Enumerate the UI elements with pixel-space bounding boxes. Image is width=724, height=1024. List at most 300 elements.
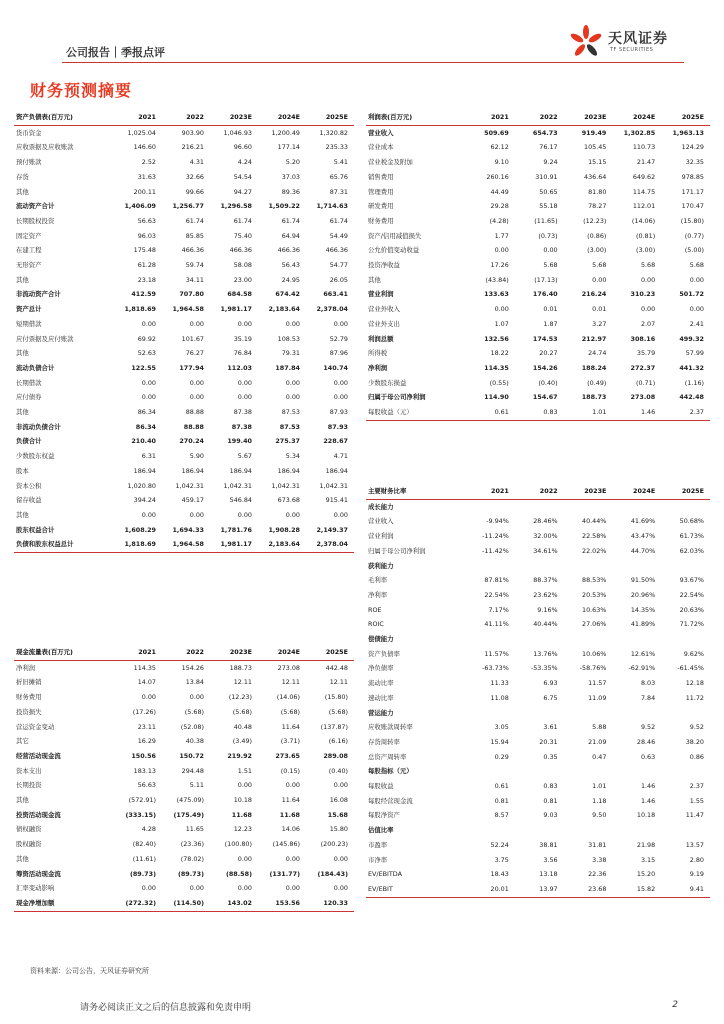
cell-value: 87.31: [329, 187, 348, 196]
cell-value: (175.49): [173, 810, 204, 819]
cell-value: 442.48: [325, 663, 348, 672]
cell-value: (0.40): [538, 378, 558, 387]
cell-value: 9.62%: [683, 649, 704, 658]
cell-value: 0.00: [237, 378, 252, 387]
cell-value: 441.32: [679, 363, 704, 372]
row-label: 固定资产: [16, 231, 42, 240]
row-label: 利润总额: [368, 334, 394, 343]
year-header: 2023E: [210, 110, 258, 125]
table-row: [366, 603, 710, 618]
table-row: [14, 464, 354, 479]
cell-value: 5.90: [189, 452, 204, 461]
cell-value: 978.85: [681, 172, 704, 181]
cell-value: 153.56: [258, 896, 306, 911]
cell-value: (0.15): [280, 766, 300, 775]
table-row: [366, 170, 710, 185]
table-row: [366, 346, 710, 361]
cell-value: [661, 632, 710, 647]
table-row: [14, 720, 354, 735]
cell-value: 32.66: [185, 172, 204, 181]
row-label: 净利润: [368, 363, 388, 372]
cell-value: [466, 764, 515, 779]
cell-value: (6.16): [328, 737, 348, 746]
cell-value: 0.00: [141, 319, 156, 328]
cell-value: 57.99: [685, 349, 704, 358]
cell-value: 11.09: [588, 693, 607, 702]
cell-value: (3.49): [232, 737, 252, 746]
cell-value: (3.00): [587, 246, 607, 255]
cell-value: 0.00: [189, 693, 204, 702]
cell-value: (1.16): [684, 378, 704, 387]
cell-value: 9.41: [661, 882, 710, 897]
cell-value: 1,042.31: [223, 481, 252, 490]
cell-value: 15.82: [612, 882, 661, 897]
cell-value: 186.94: [325, 466, 348, 475]
cell-value: (0.71): [635, 378, 656, 387]
cell-value: 14.35%: [630, 605, 656, 614]
cell-value: 0.47: [592, 752, 607, 761]
cell-value: 6.93: [543, 679, 558, 688]
cell-value: [612, 499, 661, 514]
cell-value: [661, 823, 710, 838]
table-row: [366, 214, 710, 229]
cell-value: 79.31: [281, 349, 300, 358]
row-label: 每股收益: [368, 782, 394, 791]
cell-value: 2,378.04: [306, 537, 354, 552]
year-header: 2021: [114, 645, 162, 660]
cell-value: 0.00: [285, 319, 300, 328]
row-label: 财务费用: [16, 693, 42, 702]
cell-value: 43.47%: [630, 532, 656, 541]
cell-value: -62.91%: [628, 664, 656, 673]
cell-value: 41.69%: [630, 517, 656, 526]
cell-value: 16.29: [137, 737, 156, 746]
cell-value: 0.00: [189, 319, 204, 328]
cell-value: (114.50): [162, 896, 210, 911]
table-row: [14, 675, 354, 690]
table-body: [366, 499, 710, 897]
cell-value: (89.73): [177, 869, 204, 878]
cell-value: 69.92: [137, 334, 156, 343]
row-label: 其他: [368, 275, 381, 284]
cell-value: 0.00: [494, 246, 509, 255]
cell-value: 120.33: [306, 896, 354, 911]
cell-value: 12.11: [281, 678, 300, 687]
table-row: [366, 867, 710, 882]
cell-value: 114.90: [484, 393, 509, 402]
cell-value: (11.61): [132, 854, 156, 863]
cell-value: 9.24: [543, 158, 558, 167]
cell-value: 52.24: [490, 840, 509, 849]
row-label: 其他: [16, 408, 29, 417]
table-row: [366, 735, 710, 750]
table-row: [366, 647, 710, 662]
cell-value: 38.81: [539, 840, 558, 849]
logo-subtitle: TF SECURITIES: [610, 47, 654, 53]
cell-value: 188.73: [581, 393, 607, 402]
cell-value: (0.49): [587, 378, 607, 387]
row-label: 债权融资: [16, 825, 42, 834]
cell-value: 108.53: [277, 334, 300, 343]
cell-value: 20.53%: [582, 590, 607, 599]
cell-value: 1,025.04: [127, 128, 156, 137]
cell-value: 12.61%: [630, 649, 656, 658]
year-header: 2025E: [661, 484, 710, 499]
row-label: 应收账款周转率: [368, 723, 413, 732]
cell-value: 0.01: [592, 305, 607, 314]
cell-value: 310.23: [630, 290, 656, 299]
table-row: [14, 705, 354, 720]
cell-value: 183.13: [133, 766, 156, 775]
cell-value: 0.00: [237, 781, 252, 790]
cell-value: 0.00: [285, 393, 300, 402]
cell-value: 3.05: [494, 723, 509, 732]
table-row: [366, 243, 710, 258]
row-label: 销售费用: [368, 172, 394, 181]
cell-value: 96.03: [137, 231, 156, 240]
cell-value: 20.96%: [630, 590, 656, 599]
cell-value: 0.61: [466, 405, 515, 420]
row-label: 归属于母公司净利润: [368, 393, 426, 402]
year-header: 2022: [515, 484, 564, 499]
row-label: 预付账款: [16, 158, 42, 167]
table-title: 主要财务比率: [366, 484, 466, 499]
cell-value: 24.95: [281, 275, 300, 284]
row-label: 短期借款: [16, 319, 42, 328]
cell-value: 50.65: [539, 187, 558, 196]
table-row: [366, 405, 710, 420]
table-row: [366, 499, 710, 514]
row-label: 净利率: [368, 590, 388, 599]
cell-value: 308.16: [630, 334, 656, 343]
row-label: 少数股东损益: [368, 378, 407, 387]
cell-value: 1.07: [494, 319, 509, 328]
cell-value: 1,042.31: [319, 481, 348, 490]
table-row: [366, 779, 710, 794]
table-title: 现金流量表(百万元): [14, 645, 114, 660]
cell-value: [564, 823, 613, 838]
cell-value: 71.72%: [679, 620, 704, 629]
year-header: 2021: [466, 110, 515, 125]
cell-value: 13.97: [515, 882, 564, 897]
cell-value: 61.28: [137, 261, 156, 270]
cell-value: 32.00%: [533, 532, 558, 541]
row-label: 营业收入: [368, 128, 394, 137]
cell-value: 310.91: [535, 172, 558, 181]
cell-value: 466.36: [277, 246, 300, 255]
cell-value: 4.28: [141, 825, 156, 834]
cell-value: 466.36: [229, 246, 252, 255]
table-body: [14, 125, 354, 552]
cell-value: [661, 706, 710, 721]
cell-value: 0.00: [640, 275, 656, 284]
cell-value: 0.00: [237, 884, 252, 893]
cell-value: 13.84: [185, 678, 204, 687]
table-row: [366, 676, 710, 691]
cell-value: 59.74: [185, 261, 204, 270]
cell-value: [661, 499, 710, 514]
row-label: 净负债率: [368, 664, 394, 673]
row-label: 股权融资: [16, 840, 42, 849]
cell-value: 1.46: [612, 405, 661, 420]
cell-value: 0.00: [189, 393, 204, 402]
row-label: 筹资活动现金流: [16, 869, 61, 878]
table-row: [14, 273, 354, 288]
cell-value: 186.94: [229, 466, 252, 475]
cell-value: 11.68: [279, 810, 300, 819]
financial-ratios-table: [366, 484, 710, 898]
cell-value: 20.27: [539, 349, 558, 358]
cell-value: 0.00: [285, 884, 300, 893]
table-row: [366, 155, 710, 170]
table-row: [366, 185, 710, 200]
table-row: [14, 660, 354, 675]
cell-value: 7.17%: [488, 605, 509, 614]
cell-value: 150.72: [179, 751, 204, 760]
cell-value: 0.00: [333, 884, 348, 893]
cell-value: [515, 764, 564, 779]
cell-value: 140.74: [323, 363, 348, 372]
cell-value: [612, 823, 661, 838]
table-row: [366, 588, 710, 603]
row-label: 非流动资产合计: [16, 290, 61, 299]
cell-value: 23.18: [137, 275, 156, 284]
cell-value: 133.63: [484, 290, 509, 299]
table-row: [366, 823, 710, 838]
cell-value: 78.27: [588, 202, 607, 211]
cell-value: 5.68: [543, 261, 558, 270]
table-row: [366, 882, 710, 897]
table-row: [14, 867, 354, 882]
table-row: [14, 140, 354, 155]
row-label: 折旧摊销: [16, 678, 42, 687]
row-label: 研发费用: [368, 202, 394, 211]
table-row: [366, 853, 710, 868]
cell-value: 87.93: [329, 408, 348, 417]
cell-value: 9.10: [494, 158, 509, 167]
cell-value: 1.01: [592, 782, 607, 791]
cell-value: [612, 764, 661, 779]
cell-value: 34.11: [185, 275, 204, 284]
cell-value: 35.79: [636, 349, 656, 358]
cell-value: [515, 499, 564, 514]
cell-value: 114.75: [632, 187, 656, 196]
row-label: 流动资产合计: [16, 202, 55, 211]
cell-value: (137.87): [320, 722, 348, 731]
cell-value: 1,981.17: [210, 537, 258, 552]
cell-value: 91.50%: [630, 576, 656, 585]
table-row: [14, 749, 354, 764]
cell-value: 12.11: [233, 678, 252, 687]
cell-value: 260.16: [486, 172, 509, 181]
row-label: 归属于母公司净利润: [368, 546, 426, 555]
cell-value: 1.51: [237, 766, 252, 775]
cell-value: 99.66: [185, 187, 204, 196]
cell-value: 1.01: [564, 405, 613, 420]
cell-value: 10.06%: [582, 649, 607, 658]
cell-value: 412.59: [131, 290, 156, 299]
cell-value: 40.38: [185, 737, 204, 746]
cell-value: 1.18: [592, 796, 607, 805]
cell-value: [515, 559, 564, 574]
cell-value: 2,183.64: [258, 537, 306, 552]
row-label: 资产/信用减值损失: [368, 231, 422, 240]
cell-value: 0.35: [543, 752, 558, 761]
row-label: 总资产周转率: [368, 752, 407, 761]
cell-value: [564, 559, 613, 574]
cell-value: 18.22: [490, 349, 509, 358]
row-label: 资产总计: [16, 305, 42, 314]
year-header: 2024E: [258, 110, 306, 125]
cell-value: 88.88: [183, 422, 204, 431]
balance-sheet-table: [14, 110, 354, 553]
cell-value: 0.00: [592, 275, 607, 284]
cell-value: (5.68): [184, 707, 204, 716]
cell-value: 0.00: [189, 378, 204, 387]
cell-value: 2.37: [689, 782, 704, 791]
cell-value: 27.06%: [582, 620, 607, 629]
cell-value: 56.63: [137, 781, 156, 790]
cell-value: 903.90: [181, 128, 204, 137]
row-label: 应收票据及应收账款: [16, 143, 74, 152]
row-label: 投资损失: [16, 707, 42, 716]
cell-value: 442.48: [679, 393, 704, 402]
cell-value: 0.81: [494, 796, 509, 805]
table-row: [366, 764, 710, 779]
cell-value: -53.35%: [530, 664, 558, 673]
cell-value: 174.53: [532, 334, 558, 343]
cash-flow-table: [14, 645, 354, 912]
cell-value: (184.43): [317, 869, 348, 878]
cell-value: 5.34: [285, 452, 300, 461]
cell-value: 132.56: [484, 334, 509, 343]
row-label: 偿债能力: [368, 635, 394, 644]
table-row: [14, 881, 354, 896]
table-row: [14, 690, 354, 705]
cell-value: 114.35: [133, 663, 156, 672]
table-row: [14, 734, 354, 749]
cell-value: [564, 499, 613, 514]
cell-value: 5.67: [237, 452, 252, 461]
cell-value: 13.76%: [533, 649, 558, 658]
year-header: 2025E: [306, 645, 354, 660]
cell-value: (5.68): [232, 707, 252, 716]
cell-value: [515, 823, 564, 838]
cell-value: 86.34: [135, 422, 156, 431]
row-label: 流动比率: [368, 679, 394, 688]
year-header: 2022: [162, 110, 210, 125]
cell-value: 0.01: [543, 305, 558, 314]
cell-value: 81.80: [588, 187, 607, 196]
cell-value: 4.24: [237, 158, 252, 167]
row-label: ROIC: [368, 620, 384, 629]
cell-value: 143.02: [210, 896, 258, 911]
cell-value: 0.00: [285, 854, 300, 863]
cell-value: 28.46: [636, 737, 656, 746]
cell-value: [612, 559, 661, 574]
cell-value: 21.09: [588, 737, 607, 746]
table-row: [14, 822, 354, 837]
cell-value: 61.74: [233, 216, 252, 225]
cell-value: 200.11: [133, 187, 156, 196]
cell-value: 12.18: [685, 679, 704, 688]
table-row: [14, 376, 354, 391]
row-label: 市盈率: [368, 840, 388, 849]
row-label: 公允价值变动收益: [368, 246, 420, 255]
table-row: [366, 332, 710, 347]
table-row: [14, 155, 354, 170]
cell-value: 88.53%: [582, 576, 607, 585]
cell-value: 501.72: [679, 290, 704, 299]
row-label: 股本: [16, 466, 29, 475]
row-label: 长期投资: [16, 781, 42, 790]
table-row: [14, 287, 354, 302]
row-label: 毛利率: [368, 576, 388, 585]
cell-value: 37.03: [281, 172, 300, 181]
cell-value: 6.75: [543, 693, 558, 702]
cell-value: 52.79: [329, 334, 348, 343]
cell-value: 85.85: [185, 231, 204, 240]
cell-value: (88.58): [225, 869, 252, 878]
cell-value: 61.74: [329, 216, 348, 225]
row-label: EV/EBITDA: [368, 870, 402, 879]
year-header: 2024E: [612, 484, 661, 499]
cell-value: 273.65: [275, 751, 300, 760]
cell-value: 26.05: [329, 275, 348, 284]
cell-value: 15.80: [329, 825, 348, 834]
cell-value: (272.32): [114, 896, 162, 911]
table-row: [366, 229, 710, 244]
cell-value: 105.45: [584, 143, 607, 152]
cell-value: (15.80): [680, 216, 704, 225]
cell-value: 40.44%: [533, 620, 558, 629]
cell-value: (14.06): [631, 216, 656, 225]
cell-value: 40.44%: [582, 517, 607, 526]
table-row: [366, 794, 710, 809]
cell-value: 154.67: [532, 393, 558, 402]
table-row: [14, 896, 354, 911]
cell-value: 3.27: [592, 319, 607, 328]
cell-value: 20.01: [466, 882, 515, 897]
cell-value: 124.29: [681, 143, 704, 152]
cell-value: (5.68): [328, 707, 348, 716]
table-row: [14, 229, 354, 244]
header-row: [14, 110, 354, 125]
table-header: [14, 110, 354, 125]
cell-value: 35.19: [233, 334, 252, 343]
cell-value: 1,296.58: [220, 202, 252, 211]
cell-value: 394.24: [133, 496, 156, 505]
cell-value: 9.16%: [537, 605, 558, 614]
table-row: [366, 302, 710, 317]
cell-value: 9.03: [543, 811, 558, 820]
row-label: 资本公积: [16, 481, 42, 490]
table-row: [366, 632, 710, 647]
cell-value: 87.53: [279, 422, 300, 431]
cell-value: 22.58%: [582, 532, 607, 541]
cell-value: 5.41: [333, 158, 348, 167]
table-row: [14, 332, 354, 347]
cell-value: 6.31: [141, 452, 156, 461]
cell-value: 0.00: [237, 510, 252, 519]
cell-value: 8.03: [640, 679, 656, 688]
cell-value: 11.57: [588, 679, 607, 688]
cell-value: 0.00: [237, 854, 252, 863]
row-label: 存货: [16, 172, 29, 181]
cell-value: 654.73: [532, 128, 558, 137]
cell-value: 9.52: [689, 723, 704, 732]
row-label: 营业外收入: [368, 305, 400, 314]
